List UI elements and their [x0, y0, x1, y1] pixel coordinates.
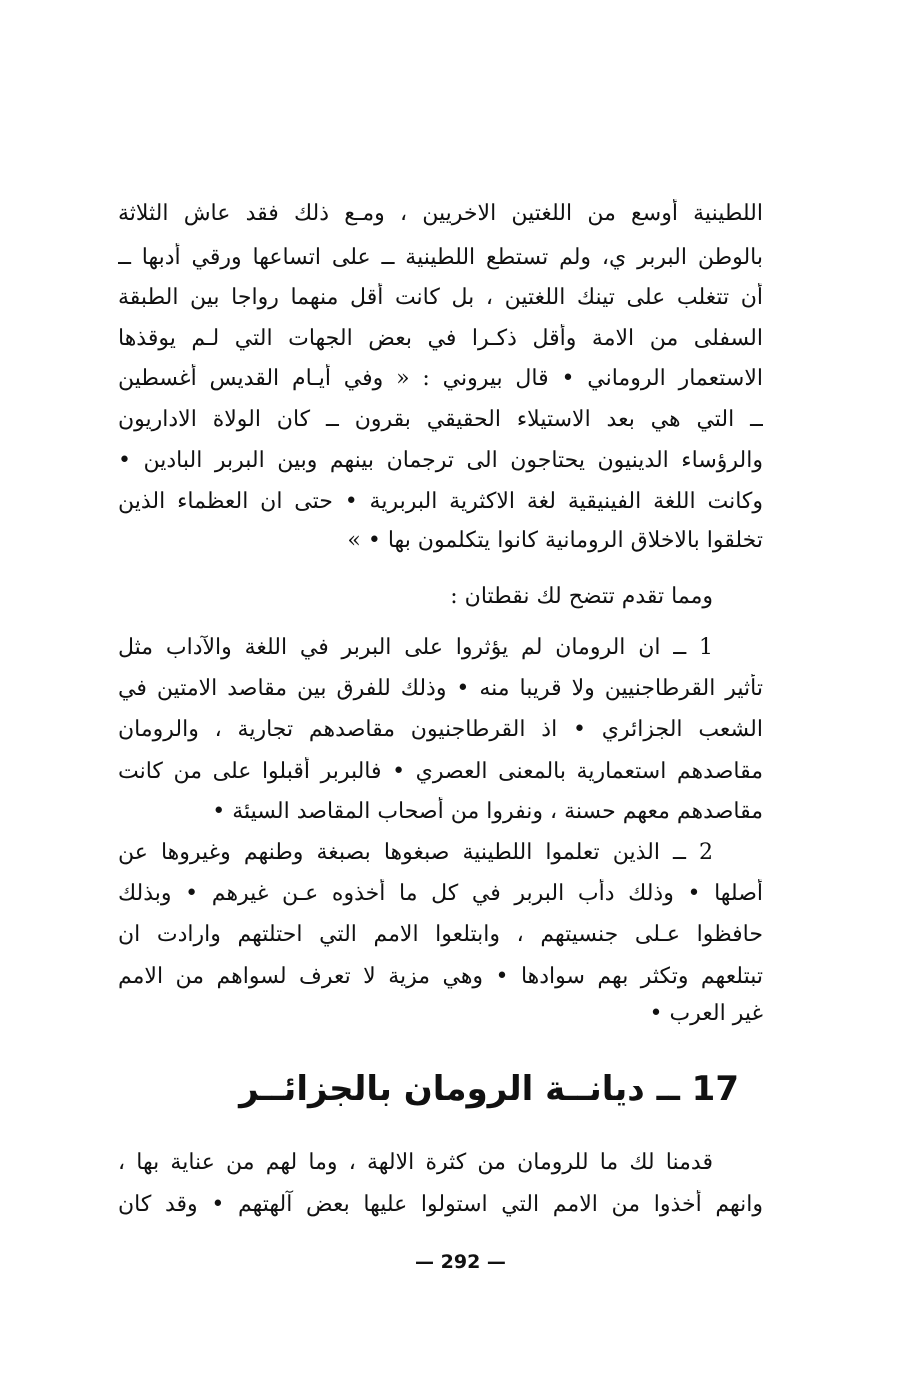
- page-number: — 292 —: [415, 1251, 506, 1273]
- section-line-2: وانهم أخذوا من الامم التي استولوا عليها بعض آلهتهم • وقد كان: [118, 1192, 763, 1217]
- intro-line-7: والرؤساء الدينيون يحتاجون الى ترجمان بينهم وبين البربر البادين •: [118, 448, 763, 473]
- section-line-1: قدمنا لك ما للرومان من كثرة الالهة ، وما لهم من عناية بها ،: [118, 1150, 713, 1175]
- intro-line-2: بالوطن البربر ي، ولم تستطع اللطينية ــ على اتساعها ورقي أدبها ــ: [118, 245, 763, 270]
- point-1-line-5: مقاصدهم معهم حسنة ، ونفروا من أصحاب المقاصد السيئة •: [212, 799, 763, 824]
- point-1-line-4: مقاصدهم استعمارية بالمعنى العصري • فالبربر أقبلوا على من كانت: [118, 759, 763, 784]
- intro-line-8: وكانت اللغة الفينيقية لغة الاكثرية البربرية • حتى ان العظماء الذين: [118, 489, 763, 514]
- point-1-line-1: 1 ــ ان الرومان لم يؤثروا على البربر في اللغة والآداب مثل: [118, 635, 713, 660]
- point-1-line-3: الشعب الجزائري • اذ القرطاجنيون مقاصدهم تجارية ، والرومان: [118, 717, 763, 742]
- point-2-line-2: أصلها • وذلك دأب البربر في كل ما أخذوه عـن غيرهم • وبذلك: [118, 881, 763, 906]
- section-heading: 17 ــ ديانــة الرومان بالجزائــر: [239, 1069, 739, 1109]
- point-2-line-5: غير العرب •: [649, 1001, 763, 1026]
- point-1-line-2: تأثير القرطاجنيين ولا قريبا منه • وذلك للفرق بين مقاصد الامتين في: [118, 676, 763, 701]
- intro-line-9: تخلقوا بالاخلاق الرومانية كانوا يتكلمون بها • »: [347, 528, 763, 553]
- intro-line-3: أن تتغلب على تينك اللغتين ، بل كانت أقل منهما رواجا بين الطبقة: [118, 285, 763, 310]
- intro-line-5: الاستعمار الروماني • قال بيروني : « وفي أيـام القديس أغسطين: [118, 366, 763, 391]
- intro-line-4: السفلى من الامة وأقل ذكـرا في بعض الجهات التي لـم يوقذها: [118, 326, 763, 351]
- point-2-line-3: حافظوا عـلى جنسيتهم ، وابتلعوا الامم التي احتلتهم وارادت ان: [118, 922, 763, 947]
- intro-line-6: ــ التي هي بعد الاستيلاء الحقيقي بقرون ــ كان الولاة الاداريون: [118, 407, 763, 432]
- conclusion-intro: ومما تقدم تتضح لك نقطتان :: [450, 584, 713, 609]
- point-2-line-4: تبتلعهم وتكثر بهم سوادها • وهي مزية لا تعرف لسواهم من الامم: [118, 964, 763, 989]
- point-2-line-1: 2 ــ الذين تعلموا اللطينية صبغوها بصبغة وطنهم وغيروها عن: [118, 840, 713, 865]
- intro-line-1: اللطينية أوسع من اللغتين الاخريين ، ومـع ذلك فقد عاش الثلاثة: [118, 201, 763, 226]
